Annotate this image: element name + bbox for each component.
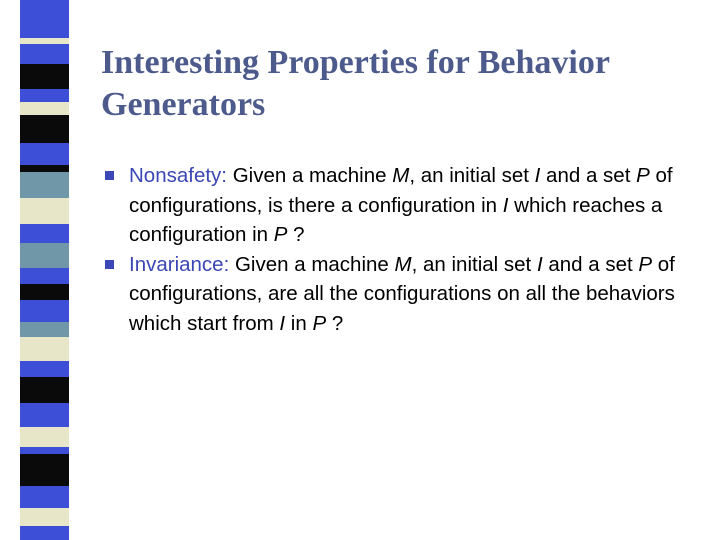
variable: I	[279, 311, 286, 335]
text-segment: which reaches a configuration in	[129, 193, 663, 246]
stripe-segment	[20, 198, 69, 224]
bullet-nonsafety	[103, 161, 693, 250]
square-bullet-icon	[105, 171, 114, 180]
stripe-segment	[20, 526, 69, 540]
stripe-segment	[20, 165, 69, 172]
stripe-segment	[20, 337, 69, 361]
stripe-segment	[20, 454, 69, 486]
variable: P	[273, 223, 288, 246]
stripe-segment	[20, 427, 69, 447]
stripe-segment	[20, 0, 69, 38]
title-line-1: Interesting Properties for Behavior	[101, 44, 610, 81]
variable: I	[502, 193, 509, 217]
stripe-segment	[20, 89, 69, 102]
text-segment: in	[285, 311, 313, 335]
variable: P	[312, 311, 327, 335]
stripe-segment	[20, 115, 69, 143]
text-segment: ?	[287, 223, 305, 246]
term-label: Nonsafety:	[129, 164, 227, 187]
text-segment: , an initial set	[411, 252, 537, 276]
stripe-segment	[20, 403, 69, 427]
variable: M	[394, 252, 412, 276]
variable: P	[636, 164, 650, 187]
stripe-segment	[20, 447, 69, 454]
stripe-segment	[20, 224, 69, 243]
text-segment: , an initial set	[409, 164, 535, 187]
text-segment: of configurations, is there a configuration in	[129, 164, 673, 217]
stripe-segment	[20, 268, 69, 284]
bullet-invariance	[103, 250, 693, 339]
stripe-segment	[20, 322, 69, 337]
stripe-segment	[20, 361, 69, 377]
square-bullet-icon	[105, 260, 114, 269]
variable: I	[536, 252, 543, 276]
stripe-segment	[20, 64, 69, 89]
stripe-segment	[20, 486, 69, 508]
term-label: Invariance:	[129, 252, 230, 276]
stripe-segment	[20, 143, 69, 165]
stripe-segment	[20, 44, 69, 64]
title-line-2: Generators	[101, 86, 266, 123]
text-segment: and a set	[540, 164, 637, 187]
variable: M	[392, 164, 410, 187]
stripe-segment	[20, 102, 69, 115]
text-segment: ?	[326, 311, 344, 335]
text-segment: Given a machine	[229, 252, 395, 276]
slide-title	[101, 42, 691, 126]
stripe-segment	[20, 300, 69, 322]
stripe-segment	[20, 172, 69, 198]
stripe-segment	[20, 508, 69, 526]
variable: P	[638, 252, 653, 276]
stripe-segment	[20, 243, 69, 268]
bullet-list	[103, 161, 693, 338]
text-segment: Given a machine	[227, 164, 393, 187]
text-segment: and a set	[542, 252, 639, 276]
text-segment: of configurations, are all the configurations on all the behaviors which start from	[129, 252, 675, 335]
stripe-segment	[20, 377, 69, 403]
variable: I	[534, 164, 541, 187]
decorative-stripe	[20, 0, 69, 540]
stripe-segment	[20, 284, 69, 300]
